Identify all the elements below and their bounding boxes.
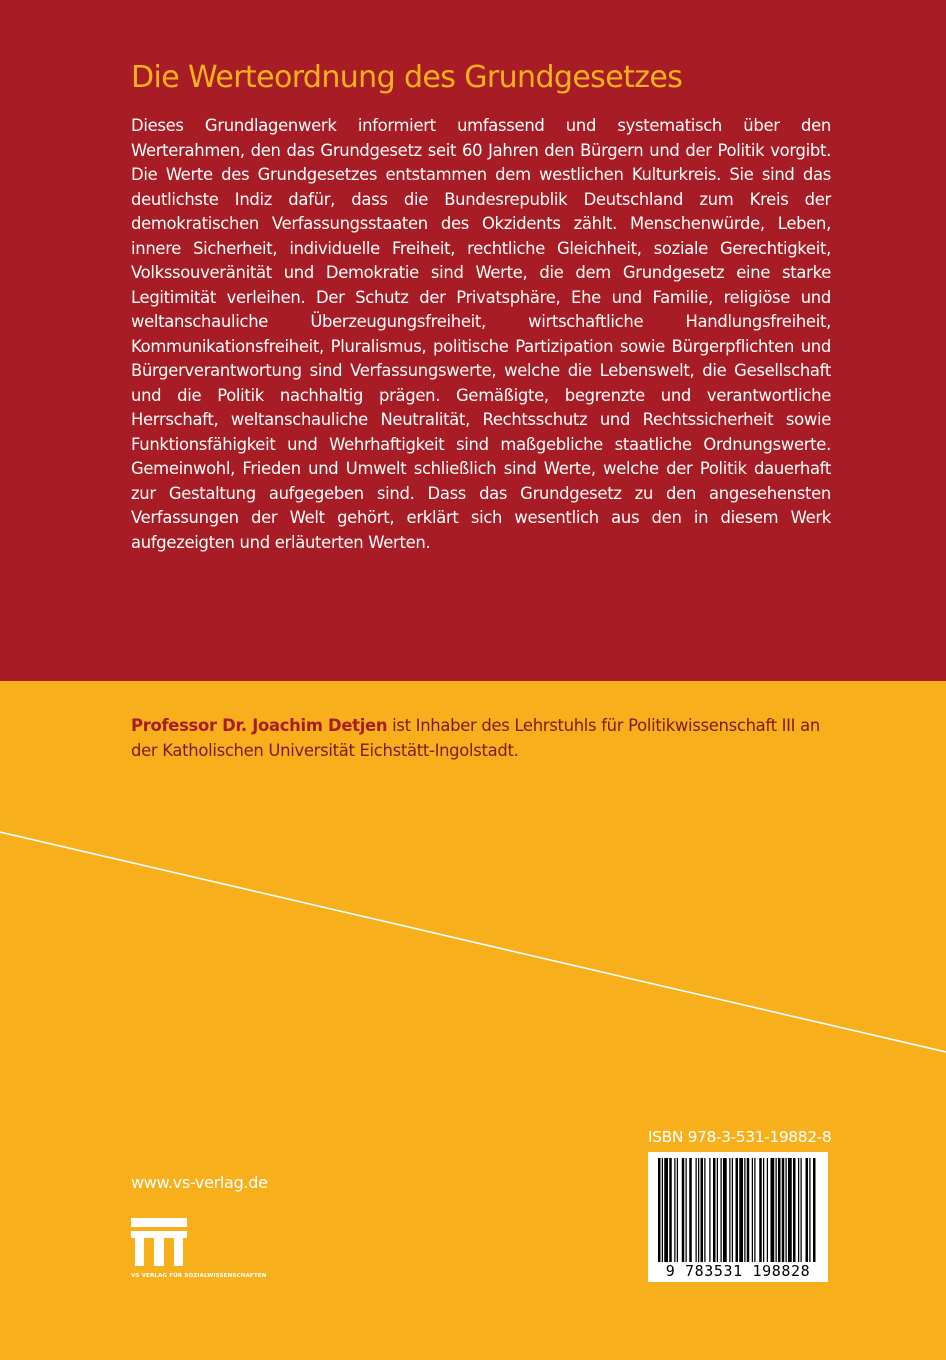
barcode-bar bbox=[669, 1158, 672, 1262]
barcode-bar bbox=[744, 1158, 745, 1262]
barcode-bar bbox=[747, 1158, 750, 1262]
barcode-bar bbox=[682, 1158, 685, 1262]
barcode-bar bbox=[698, 1158, 699, 1262]
barcode-bar bbox=[813, 1158, 816, 1262]
barcode-bar bbox=[771, 1158, 775, 1262]
barcode-bar bbox=[736, 1158, 739, 1262]
barcode-bar bbox=[739, 1158, 743, 1262]
barcode-bar bbox=[801, 1158, 802, 1262]
book-title: Die Werteordnung des Grundgesetzes bbox=[131, 60, 683, 95]
barcode-bar bbox=[798, 1158, 799, 1262]
barcode-bar bbox=[754, 1158, 755, 1262]
barcode-bar bbox=[786, 1158, 787, 1262]
barcode-bar bbox=[752, 1158, 753, 1262]
author-name: Professor Dr. Joachim Detjen bbox=[131, 716, 388, 735]
barcode-bar bbox=[763, 1158, 764, 1262]
barcode-bar bbox=[767, 1158, 768, 1262]
barcode-bar bbox=[701, 1158, 704, 1262]
barcode-bar bbox=[729, 1158, 730, 1262]
barcode-bar bbox=[809, 1158, 810, 1262]
barcode-box bbox=[648, 1152, 828, 1282]
ean-number: 9 783531 198828 bbox=[665, 1262, 811, 1280]
ean-barcode bbox=[654, 1158, 822, 1262]
publisher-name: VS VERLAG FÜR SOZIALWISSENSCHAFTEN bbox=[131, 1273, 267, 1279]
barcode-bar bbox=[788, 1158, 792, 1262]
barcode-bar bbox=[723, 1158, 727, 1262]
barcode-bar bbox=[664, 1158, 668, 1262]
barcode-bar bbox=[778, 1158, 781, 1262]
isbn-label: ISBN 978-3-531-19882-8 bbox=[648, 1128, 832, 1146]
barcode-bar bbox=[793, 1158, 796, 1262]
barcode-bar bbox=[704, 1158, 705, 1262]
barcode-bar bbox=[732, 1158, 733, 1262]
barcode-bar bbox=[713, 1158, 716, 1262]
vs-verlag-logo-icon bbox=[131, 1218, 187, 1266]
publisher-website-link[interactable]: www.vs-verlag.de bbox=[131, 1173, 268, 1192]
barcode-bar bbox=[686, 1158, 687, 1262]
barcode-bar bbox=[658, 1158, 661, 1262]
barcode-bar bbox=[696, 1158, 697, 1262]
book-description: Dieses Grundlagenwerk informiert umfassend und systematisch über den Werterahmen, den das Grundgesetz seit 60 Jahren den Bürgern und der Politik vorgibt. Die Werte des Grundgesetzes entstammen dem westlichen Kulturkreis. Sie sind das deutlichste Indiz dafür, dass die Bundesrepublik Deutschland zum Kreis der demokratischen Verfassungsstaaten des Okzidents zählt. Menschenwürde, Leben, innere Sicherheit, individuelle Freiheit, rechtliche Gleichheit, soziale Gerechtigkeit, Volkssouveränität und Demokratie sind Werte, die dem Grundgesetz eine starke Legitimität verleihen. Der Schutz der Privatsphäre, Ehe und Familie, religiöse und weltanschauliche Überzeugungsfreiheit, wirtschaftliche Handlungsfreiheit, Kommunikationsfreiheit, Pluralismus, politische Partizipation sowie Bürgerpflichten und Bürgerverantwortung sind Verfassungswerte, welche die Lebenswelt, die Gesellschaft und die Politik nachhaltig prägen. Gemäßigte, begrenzte und verantwortliche Herrschaft, weltanschauliche Neutralität, Rechtsschutz und Rechtssicherheit sowie Funktionsfähigkeit und Wehrhaftigkeit sind maßgebliche staatliche Ordnungswerte. Gemeinwohl, Frieden und Umwelt schließlich sind Werte, welche der Politik dauerhaft zur Gestaltung aufgegeben sind. Dass das Grundgesetz zu den angesehensten Verfassungen der Welt gehört, erklärt sich wesentlich aus den in diesem Werk aufgezeigten und erläuterten Werten. bbox=[131, 116, 831, 552]
barcode-bar bbox=[662, 1158, 663, 1262]
barcode-bar bbox=[674, 1158, 675, 1262]
barcode-bar bbox=[709, 1158, 710, 1262]
barcode-bar bbox=[776, 1158, 777, 1262]
author-description: ist Inhaber des Lehrstuhls für Politikwissenschaft III an der Katholischen Universität Eichstätt-Ingolstadt. bbox=[131, 716, 820, 760]
barcode-bar bbox=[717, 1158, 718, 1262]
barcode-bar bbox=[806, 1158, 809, 1262]
barcode-bar bbox=[759, 1158, 762, 1262]
barcode-bar bbox=[677, 1158, 678, 1262]
barcode-bar bbox=[689, 1158, 692, 1262]
barcode-bar bbox=[782, 1158, 785, 1262]
barcode-bar bbox=[721, 1158, 722, 1262]
